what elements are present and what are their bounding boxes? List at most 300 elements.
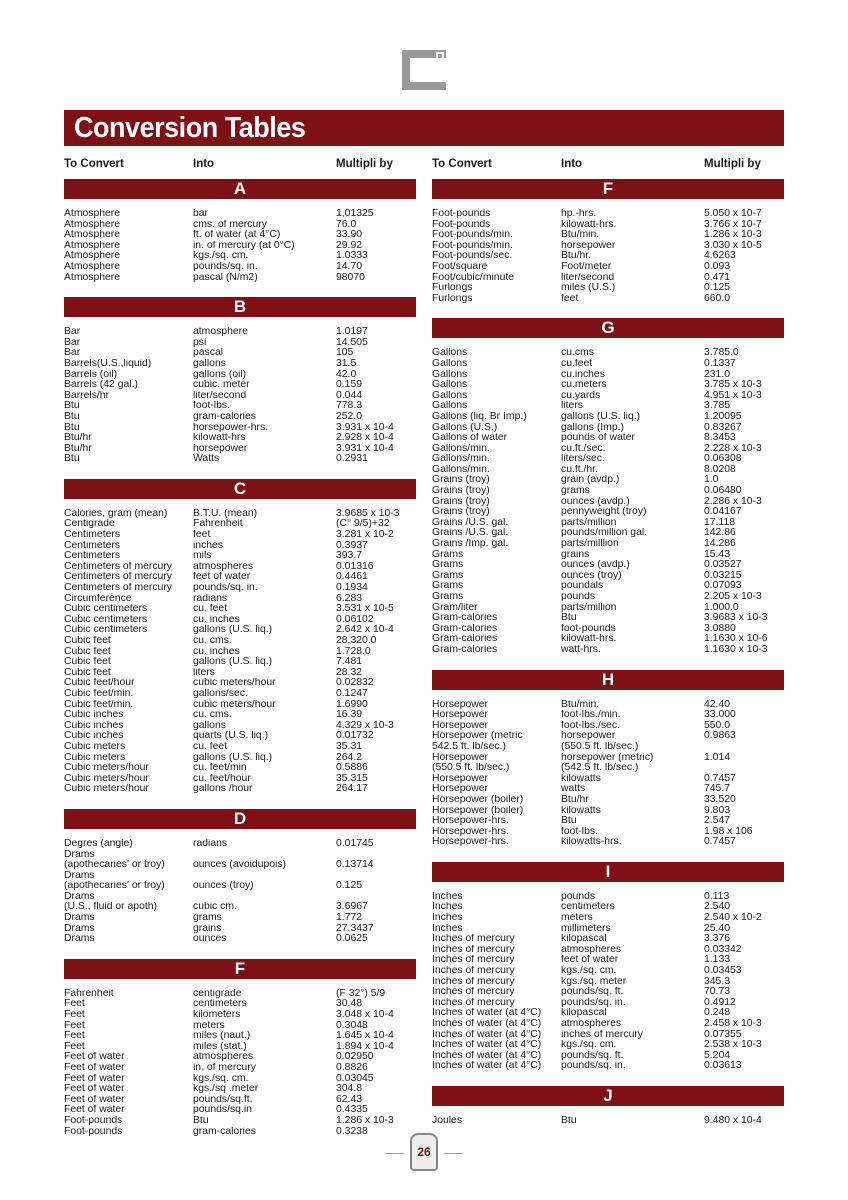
cell-into: psi <box>193 337 207 348</box>
cell-to-convert: Centigrade <box>64 519 115 530</box>
cell-to-convert: Drams <box>64 891 95 902</box>
table-row <box>432 283 784 294</box>
table-row <box>432 230 784 241</box>
cell-to-convert: Foot-pounds/min. <box>432 230 513 241</box>
section-letter-bar: D <box>64 809 416 829</box>
cell-into: cu. feet/hour <box>193 773 251 784</box>
cell-into: watts <box>561 784 586 795</box>
section-letter-bar: H <box>432 670 784 690</box>
table-row <box>432 753 784 764</box>
cell-into <box>193 892 336 903</box>
cell-to-convert: Inches of water (at 4°C) <box>432 1061 542 1072</box>
cell-into: atmospheres <box>193 1052 254 1063</box>
column-headers <box>432 158 784 174</box>
cell-into: mils <box>193 551 212 562</box>
table-row <box>64 380 416 391</box>
table-row <box>64 230 416 241</box>
cell-into: pounds/sq.ft. <box>193 1094 253 1105</box>
cell-to-convert: Grains (troy) <box>432 486 490 497</box>
cell-multiplier: 33.90 <box>336 230 363 241</box>
cell-to-convert: Drams <box>64 934 95 945</box>
cell-to-convert: Cubic meters/hour <box>64 763 149 774</box>
table-row <box>432 742 784 753</box>
cell-multiplier: 0.125 <box>704 283 731 294</box>
cell-into: pascal <box>193 348 224 359</box>
cell-into: gallons /hour <box>193 784 253 795</box>
cell-to-convert: Degres (angle) <box>64 838 133 849</box>
cell-multiplier: 2.286 x 10-3 <box>704 496 762 507</box>
cell-into: ounces <box>193 934 227 945</box>
cell-multiplier: 3.785.0 <box>704 348 739 359</box>
cell-into: Btu <box>561 816 577 827</box>
cell-to-convert: Cubic meters <box>64 741 126 752</box>
cell-multiplier: 0.093 <box>704 261 731 272</box>
cell-into: centimeters <box>193 999 247 1010</box>
cell-to-convert: Gram-calories <box>432 623 498 634</box>
cell-multiplier: 264.2 <box>336 752 363 763</box>
cell-to-convert: Grams <box>432 549 464 560</box>
cell-multiplier: 3.9683 x 10-3 <box>704 613 768 624</box>
table-row <box>432 827 784 838</box>
cell-to-convert: Gram-calories <box>432 644 498 655</box>
cell-multiplier: 252.0 <box>336 411 363 422</box>
cell-multiplier: 0.159 <box>336 380 363 391</box>
cell-multiplier: 3.281 x 10-2 <box>336 530 394 541</box>
cell-into: grains <box>193 923 222 934</box>
table-row <box>432 475 784 486</box>
cell-into: B.T.U. (mean) <box>193 508 258 519</box>
cell-multiplier: 9.480 x 10-4 <box>704 1115 762 1126</box>
cell-multiplier <box>336 850 416 861</box>
cell-into: ounces (avdp.) <box>561 496 630 507</box>
table-row <box>432 837 784 848</box>
table-row <box>432 634 784 645</box>
cell-to-convert: Gallons (liq. Br Imp.) <box>432 411 527 422</box>
cell-multiplier: 3.531 x 10-5 <box>336 604 394 615</box>
cell-multiplier: 1.894 x 10-4 <box>336 1041 394 1052</box>
cell-into: ft. of water (at 4°C) <box>193 230 281 241</box>
cell-to-convert: Feet of water <box>64 1105 125 1116</box>
table-row <box>432 806 784 817</box>
cell-multiplier: 0.8826 <box>336 1063 368 1073</box>
cell-multiplier: 3.931 x 10-4 <box>336 422 394 433</box>
cell-into: poundals <box>561 581 604 592</box>
cell-multiplier: 0.3238 <box>336 1126 368 1137</box>
cell-into: liter/second <box>561 272 615 283</box>
cell-multiplier: 4.6263 <box>704 251 736 262</box>
section-letter-bar: F <box>432 179 784 199</box>
cell-into: cu. feet/min <box>193 763 247 774</box>
cell-to-convert: Inches of water (at 4°C) <box>432 1008 542 1019</box>
table-row <box>432 774 784 785</box>
section-rows <box>432 348 784 655</box>
cell-multiplier: 1.772 <box>336 913 363 924</box>
cell-to-convert: (U.S., fluid or apoth) <box>64 902 157 913</box>
cell-multiplier: 142.86 <box>704 528 736 539</box>
cell-to-convert: Gram-calories <box>432 613 498 624</box>
table-row <box>64 989 416 1000</box>
table-row <box>64 220 416 231</box>
cell-into: in. of mercury (at 0°C) <box>193 240 295 251</box>
cell-into: cu.inches <box>561 369 605 380</box>
table-row <box>432 955 784 966</box>
table-row <box>64 1010 416 1021</box>
cell-to-convert: Drams <box>64 870 95 881</box>
cell-multiplier: 2.228 x 10-3 <box>704 443 762 454</box>
cell-to-convert: Btu <box>64 454 80 465</box>
cell-into: Btu <box>193 1115 209 1126</box>
cell-to-convert: Cubic inches <box>64 710 124 721</box>
table-row <box>432 1040 784 1051</box>
cell-into: cu.cms <box>561 348 594 359</box>
table-row <box>64 721 416 732</box>
cell-multiplier: 0.07355 <box>704 1029 742 1040</box>
table-row <box>432 624 784 635</box>
cell-multiplier: 2.547 <box>704 816 731 827</box>
cell-into: inches of mercury <box>561 1029 643 1040</box>
cell-into: kilowatt-hrs <box>193 433 246 444</box>
cell-to-convert: Centimeters <box>64 540 121 551</box>
section-letter-bar: C <box>64 479 416 499</box>
cell-to-convert: Centimeters of mercury <box>64 572 172 583</box>
cell-multiplier: 2.642 x 10-4 <box>336 625 394 636</box>
table-row <box>432 380 784 391</box>
cell-into: cu. cms. <box>193 636 232 646</box>
cell-into: Fahrenheit <box>193 519 243 530</box>
table-row <box>432 294 784 305</box>
cell-multiplier: 33.520 <box>704 794 736 805</box>
table-row <box>432 273 784 284</box>
cell-multiplier: (F 32°) 5/9 <box>336 988 386 999</box>
table-row <box>432 721 784 732</box>
section-d <box>64 809 416 945</box>
column-headers <box>64 158 416 174</box>
cell-to-convert: Grains /Imp. gal. <box>432 539 509 550</box>
cell-into: atmosphere <box>193 327 248 338</box>
cell-to-convert: Foot-pounds <box>64 1115 123 1126</box>
cell-into <box>193 850 336 861</box>
table-row <box>64 1084 416 1095</box>
cell-multiplier: 0.03527 <box>704 560 742 571</box>
cell-multiplier: 14.286 <box>704 539 736 550</box>
table-row <box>64 924 416 935</box>
cell-multiplier: 1.645 x 10-4 <box>336 1031 394 1042</box>
table-row <box>64 327 416 338</box>
table-row <box>432 209 784 220</box>
cell-multiplier: 14.70 <box>336 261 363 272</box>
cell-multiplier: 345.3 <box>704 976 731 987</box>
cell-into: pounds <box>561 592 596 602</box>
cell-to-convert: Horsepower-hrs. <box>432 826 509 837</box>
table-row <box>432 1019 784 1030</box>
cell-multiplier: 0.1247 <box>336 688 368 699</box>
table-row <box>64 934 416 945</box>
cell-to-convert: Feet <box>64 1031 85 1042</box>
cell-into: centimeters <box>561 902 615 913</box>
cell-to-convert: Horsepower <box>432 710 489 721</box>
section-rows <box>432 1116 784 1127</box>
cell-into: liters <box>193 667 215 678</box>
cell-into: ounces (avdp.) <box>561 560 630 571</box>
cell-to-convert: Atmosphere <box>64 272 121 283</box>
cell-to-convert: Gallons <box>432 401 468 412</box>
cell-into: cu.feet <box>561 358 593 369</box>
cell-multiplier: 1.0197 <box>336 327 368 338</box>
cell-multiplier: 0.02950 <box>336 1052 374 1063</box>
cell-multiplier: 0.06308 <box>704 454 742 465</box>
cell-to-convert: Feet of water <box>64 1073 125 1084</box>
cell-into: horsepower <box>561 731 616 742</box>
section-j <box>432 1086 784 1127</box>
cell-multiplier: 0.7457 <box>704 837 736 848</box>
cell-into: in. of mercury <box>193 1063 256 1073</box>
cell-to-convert: Centimeters <box>64 551 121 562</box>
table-row <box>432 518 784 529</box>
cell-multiplier: 2.538 x 10-3 <box>704 1040 762 1051</box>
cell-multiplier: 0.1934 <box>336 583 368 594</box>
table-row <box>432 571 784 582</box>
cell-multiplier: 2.205 x 10-3 <box>704 592 762 602</box>
cell-to-convert: Feet of water <box>64 1063 125 1073</box>
cell-multiplier: 3.931 x 10-4 <box>336 443 394 454</box>
cell-multiplier: 2.928 x 10-4 <box>336 433 394 444</box>
header-to-convert: To Convert <box>64 158 124 170</box>
table-row <box>64 871 416 882</box>
cell-into: Btu <box>561 1115 577 1126</box>
cell-multiplier: 0.03215 <box>704 570 742 581</box>
cell-multiplier: 264.17 <box>336 784 368 795</box>
cell-to-convert: Grams <box>432 581 464 592</box>
logo-icon <box>402 50 446 90</box>
cell-to-convert: Inches <box>432 923 463 934</box>
table-row <box>64 615 416 626</box>
cell-to-convert: Cubic feet <box>64 646 111 657</box>
cell-into: kilometers <box>193 1010 241 1021</box>
cell-multiplier: 29.92 <box>336 240 363 251</box>
section-g <box>432 318 784 655</box>
table-row <box>432 710 784 721</box>
cell-multiplier: 3.766 x 10-7 <box>704 219 762 230</box>
cell-multiplier: 4.951 x 10-3 <box>704 390 762 401</box>
cell-multiplier <box>336 892 416 903</box>
cell-into: miles (naut.) <box>193 1031 251 1042</box>
cell-multiplier: 3.376 <box>704 934 731 945</box>
cell-to-convert: Inches of mercury <box>432 966 515 977</box>
cell-to-convert: Horsepower (boiler) <box>432 805 524 816</box>
table-row <box>64 454 416 465</box>
table-row <box>432 528 784 539</box>
table-row <box>64 1105 416 1116</box>
cell-multiplier: 3.9685 x 10-3 <box>336 508 400 519</box>
cell-into: ounces (troy) <box>561 570 622 581</box>
left-column <box>64 158 416 1137</box>
section-rows <box>432 209 784 304</box>
cell-to-convert: Cubic meters <box>64 752 126 763</box>
cell-into: Btu <box>561 613 577 624</box>
cell-multiplier: 0.03045 <box>336 1073 374 1084</box>
cell-into: feet of water <box>193 572 251 583</box>
cell-multiplier: 76.0 <box>336 219 357 230</box>
cell-into: kgs./sq. cm. <box>193 1073 249 1084</box>
cell-multiplier: 0.4335 <box>336 1105 368 1116</box>
cell-to-convert: Inches of water (at 4°C) <box>432 1050 542 1061</box>
cell-into: kgs./sq. meter <box>561 976 627 987</box>
cell-to-convert: Btu <box>64 401 80 412</box>
cell-to-convert: Cubic meters/hour <box>64 773 149 784</box>
cell-into: parts/million <box>561 602 617 613</box>
table-row <box>64 273 416 284</box>
cell-to-convert: Grains /U.S. gal. <box>432 517 509 528</box>
cell-into: gram-calories <box>193 1126 256 1137</box>
cell-multiplier: 3.030 x 10-5 <box>704 240 762 251</box>
cell-multiplier: 2.540 <box>704 902 731 913</box>
table-row <box>64 359 416 370</box>
cell-to-convert: Grains (troy) <box>432 475 490 486</box>
cell-to-convert: Btu/hr <box>64 443 92 454</box>
table-row <box>432 645 784 656</box>
cell-to-convert: Inches of mercury <box>432 987 515 998</box>
cell-to-convert: Horsepower-hrs. <box>432 837 509 848</box>
table-row <box>432 977 784 988</box>
cell-to-convert: Gram/liter <box>432 602 478 613</box>
table-row <box>64 913 416 924</box>
header-into: Into <box>561 158 583 170</box>
section-rows <box>64 327 416 465</box>
table-row <box>432 560 784 571</box>
cell-multiplier: 3.785 <box>704 401 731 412</box>
cell-into: Btu/min. <box>561 699 600 710</box>
cell-to-convert: Btu <box>64 411 80 422</box>
cell-into: radians <box>193 593 228 604</box>
cell-into: liters/sec. <box>561 454 605 465</box>
cell-into: (542.5 ft. lb/sec.) <box>561 763 639 774</box>
cell-to-convert: Furlongs <box>432 283 473 294</box>
cell-into: pounds/sq. ft. <box>561 1050 624 1061</box>
table-row <box>432 497 784 508</box>
table-row <box>64 678 416 689</box>
cell-multiplier: 0.01745 <box>336 838 374 849</box>
cell-into: cu.yards <box>561 390 601 401</box>
cell-into: gallons/sec. <box>193 688 248 699</box>
section-f <box>64 959 416 1137</box>
cell-multiplier: 1.728.0 <box>336 646 371 657</box>
cell-multiplier: 0.83267 <box>704 422 742 433</box>
table-row <box>432 1051 784 1062</box>
table-row <box>64 625 416 636</box>
cell-multiplier: 1.20095 <box>704 411 742 422</box>
cell-to-convert: Drams <box>64 913 95 924</box>
table-row <box>432 902 784 913</box>
cell-into: cms. of mercury <box>193 219 267 230</box>
cell-multiplier: 3.785 x 10-3 <box>704 380 762 391</box>
cell-into: pounds/million gal. <box>561 528 648 539</box>
table-row <box>64 1116 416 1127</box>
cell-multiplier <box>336 871 416 882</box>
table-row <box>432 412 784 423</box>
cell-into: pounds/sq. in. <box>193 261 258 272</box>
cell-multiplier: 35.31 <box>336 741 363 752</box>
cell-into: kilowatt-hrs. <box>561 219 617 230</box>
cell-multiplier: 105 <box>336 348 354 359</box>
cell-to-convert: Bar <box>64 348 81 359</box>
cell-multiplier: 0.06102 <box>336 614 374 625</box>
cell-into: feet <box>561 293 579 304</box>
cell-to-convert: Foot-pounds <box>64 1126 123 1137</box>
cell-multiplier: 28.320.0 <box>336 636 377 646</box>
cell-multiplier: 1,01325 <box>336 209 374 219</box>
table-row <box>64 850 416 861</box>
cell-multiplier: 0.044 <box>336 390 363 401</box>
table-row <box>432 1008 784 1019</box>
table-row <box>432 539 784 550</box>
cell-multiplier: 0.3937 <box>336 540 368 551</box>
table-row <box>432 359 784 370</box>
cell-to-convert: (apothecaries' or troy) <box>64 881 165 892</box>
table-row <box>432 731 784 742</box>
cell-into: cu. feet <box>193 604 228 615</box>
cell-into: parts/million <box>561 517 617 528</box>
cell-multiplier: 3.6967 <box>336 902 368 913</box>
table-row <box>432 507 784 518</box>
cell-into: bar <box>193 209 209 219</box>
cell-to-convert: Gallons/min. <box>432 464 490 475</box>
cell-multiplier: 70.73 <box>704 987 731 998</box>
table-row <box>64 241 416 252</box>
cell-multiplier: 231.0 <box>704 369 731 380</box>
table-row <box>432 370 784 381</box>
cell-multiplier: 0.01732 <box>336 731 374 742</box>
cell-multiplier: 0.04167 <box>704 507 742 518</box>
cell-to-convert: Gallons <box>432 358 468 369</box>
cell-into: pounds/sq.in <box>193 1105 252 1116</box>
cell-into: cubic meters/hour <box>193 699 276 710</box>
table-row <box>64 412 416 423</box>
cell-into: grams <box>561 486 590 497</box>
header-to-convert: To Convert <box>432 158 492 170</box>
cell-into: ounces (avoidupois) <box>193 860 286 871</box>
cell-into: pounds/sq. in. <box>561 997 626 1008</box>
table-row <box>64 509 416 520</box>
table-row <box>432 603 784 614</box>
table-row <box>432 465 784 476</box>
header-into: Into <box>193 158 215 170</box>
cell-multiplier: 1.1630 x 10-6 <box>704 634 768 645</box>
right-column <box>432 158 784 1127</box>
cell-to-convert: Horsepower <box>432 784 489 795</box>
cell-to-convert: (550.5 ft. lb/sec.) <box>432 763 510 774</box>
table-row <box>432 550 784 561</box>
cell-into: cu.ft./sec. <box>561 443 606 454</box>
table-row <box>432 700 784 711</box>
cell-to-convert: Foot/cubic/minute <box>432 272 515 283</box>
cell-into: gallons (U.S. liq.) <box>193 625 273 636</box>
cell-to-convert: Grains (troy) <box>432 496 490 507</box>
cell-into: cu. cms. <box>193 710 232 721</box>
cell-into: grain (avdp.) <box>561 475 620 486</box>
cell-into: foot-lbs./sec. <box>561 720 620 731</box>
cell-to-convert: Grams <box>432 570 464 581</box>
cell-multiplier: 1.0333 <box>336 251 368 262</box>
cell-into: cu.meters <box>561 380 607 391</box>
cell-into: cu.ft./hr. <box>561 464 598 475</box>
table-row <box>432 454 784 465</box>
cell-into: foot-lbs. <box>193 401 230 412</box>
table-row <box>432 795 784 806</box>
cell-multiplier: 31.5 <box>336 358 357 369</box>
cell-into: cubic. meter <box>193 380 250 391</box>
cell-to-convert: Inches <box>432 913 463 924</box>
cell-to-convert: Cubic meters/hour <box>64 784 149 795</box>
